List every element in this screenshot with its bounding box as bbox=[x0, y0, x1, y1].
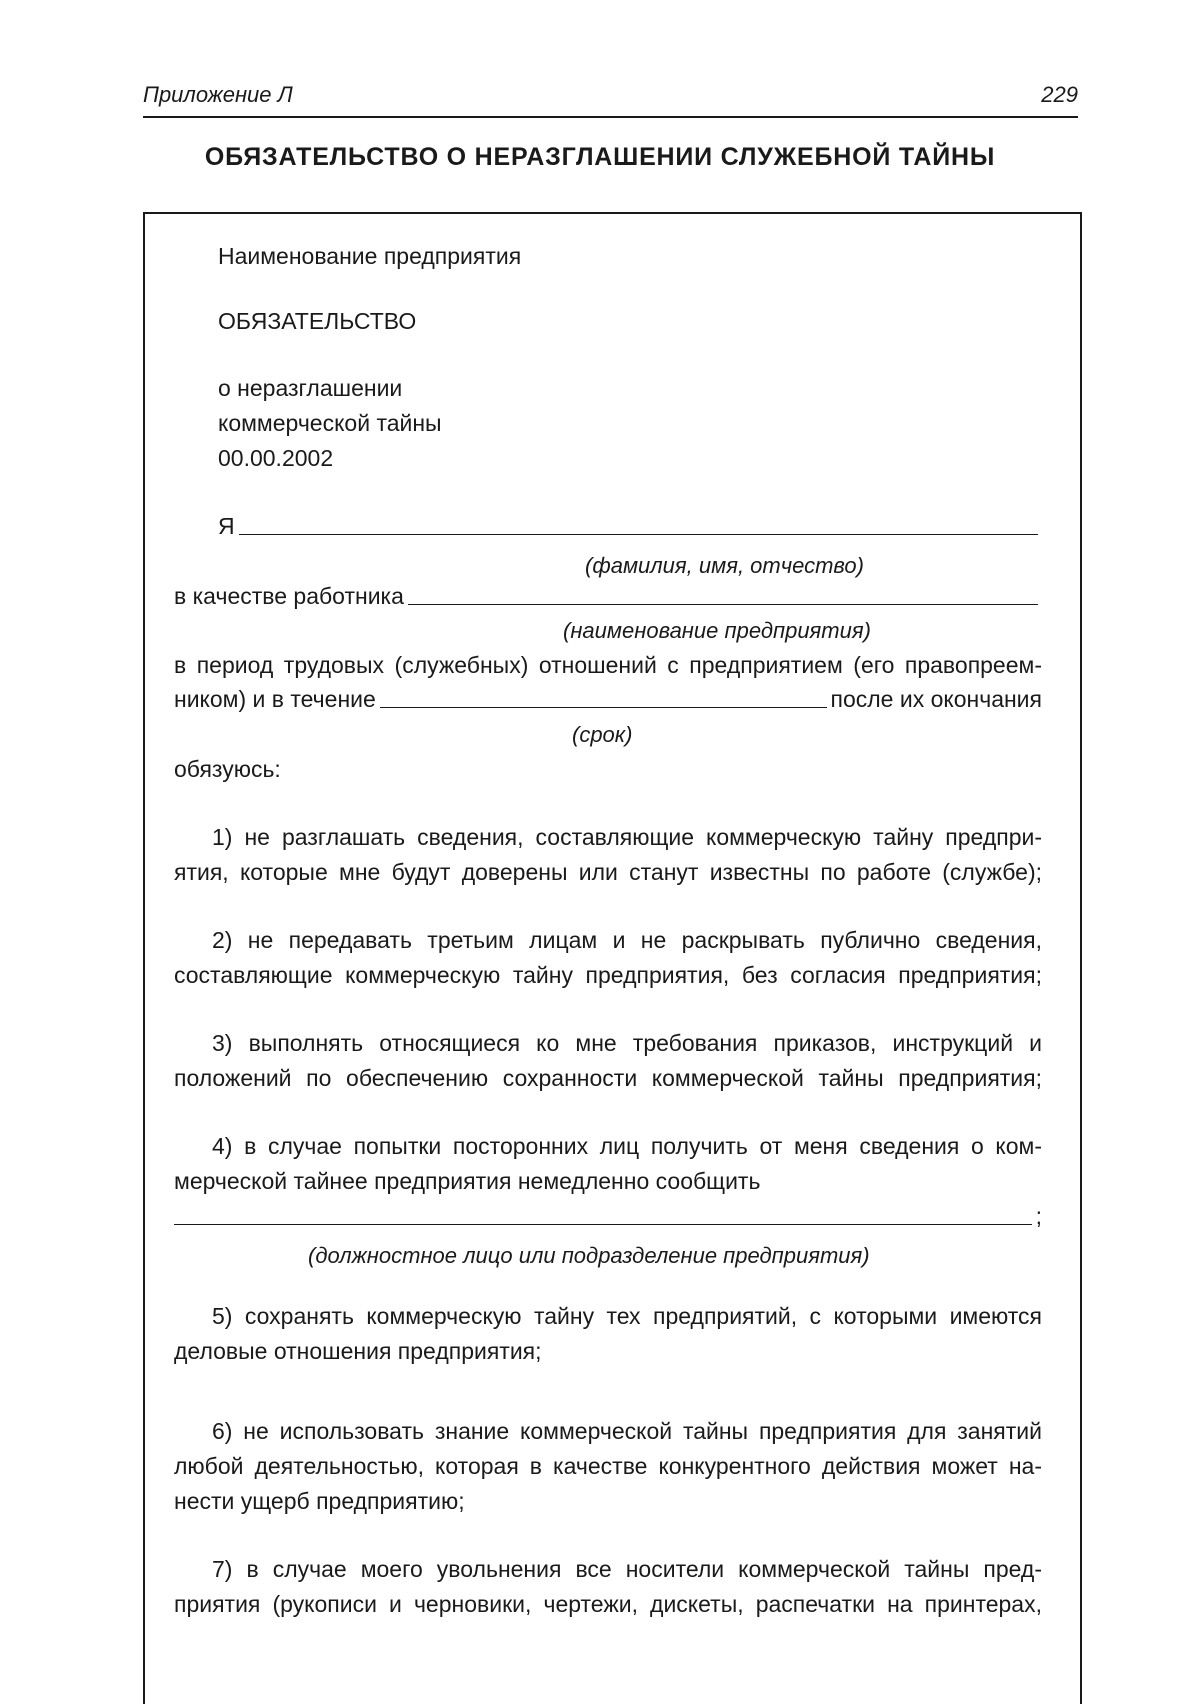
fio-row bbox=[218, 513, 1042, 540]
item-5-line-1: 5) сохранять коммерческую тайну тех предприятий, с которыми имеются bbox=[212, 1303, 1042, 1329]
item-2-line-2: составляющие коммерческую тайну предприятия, без согласия предприятия; bbox=[174, 962, 1042, 988]
company-name-label: Наименование предприятия bbox=[218, 243, 522, 269]
item-4-line-2: мерческой тайнее предприятия немедленно сообщить bbox=[174, 1168, 761, 1194]
company-blank-line bbox=[408, 604, 1038, 605]
item-6-line-1: 6) не использовать знание коммерческой тайны предприятия для занятий bbox=[212, 1418, 1042, 1444]
item-3-line-1: 3) выполнять относящиеся ко мне требования приказов, инструкций и bbox=[212, 1030, 1042, 1056]
document-subtitle-2: коммерческой тайны bbox=[218, 410, 442, 436]
document-title: ОБЯЗАТЕЛЬСТВО bbox=[218, 308, 417, 334]
official-row bbox=[174, 1203, 1042, 1230]
period-line-2-start: ником) и в течение bbox=[174, 686, 376, 712]
item-1-line-1: 1) не разглашать сведения, составляющие коммерческую тайну предпри- bbox=[212, 824, 1042, 850]
fio-blank-line bbox=[239, 534, 1038, 535]
page-number: 229 bbox=[1041, 82, 1078, 107]
fio-caption: (фамилия, имя, отчество) bbox=[585, 553, 864, 578]
item-1-line-2: ятия, которые мне будут доверены или станут известны по работе (службе); bbox=[174, 859, 1042, 885]
employee-label: в качестве работника bbox=[174, 583, 404, 609]
official-caption: (должностное лицо или подразделение предприятия) bbox=[308, 1243, 870, 1268]
company-caption: (наименование предприятия) bbox=[563, 618, 871, 643]
document-date: 00.00.2002 bbox=[218, 445, 334, 471]
term-blank-line bbox=[380, 707, 827, 708]
item-6-line-2: любой деятельностью, которая в качестве конкурентного действия может на- bbox=[174, 1453, 1042, 1479]
item-5-line-2: деловые отношения предприятия; bbox=[174, 1338, 542, 1364]
item-7-line-1: 7) в случае моего увольнения все носители коммерческой тайны пред- bbox=[212, 1556, 1042, 1582]
item-7-line-2: приятия (рукописи и черновики, чертежи, дискеты, распечатки на принтерах, bbox=[174, 1591, 1042, 1617]
period-line-2-end: после их окончания bbox=[830, 686, 1042, 712]
employee-row bbox=[174, 583, 1042, 610]
pledge-label: обязуюсь: bbox=[174, 756, 281, 782]
term-caption: (срок) bbox=[572, 722, 633, 747]
item-2-line-1: 2) не передавать третьим лицам и не раскрывать публично сведения, bbox=[212, 927, 1042, 953]
i-label: Я bbox=[218, 513, 235, 539]
item-3-line-2: положений по обеспечению сохранности коммерческой тайны предприятия; bbox=[174, 1065, 1042, 1091]
document-subtitle-1: о неразглашении bbox=[218, 375, 403, 401]
period-row-2 bbox=[174, 686, 1042, 713]
item-6-line-3: нести ущерб предприятию; bbox=[174, 1488, 465, 1514]
page-title: ОБЯЗАТЕЛЬСТВО О НЕРАЗГЛАШЕНИИ СЛУЖЕБНОЙ ТАЙНЫ bbox=[204, 143, 996, 171]
section-header: Приложение Л bbox=[143, 82, 293, 107]
official-blank-line bbox=[174, 1224, 1032, 1225]
item-4-semicolon: ; bbox=[1035, 1203, 1042, 1229]
period-line-1: в период трудовых (служебных) отношений с предприятием (его правопреем- bbox=[174, 652, 1042, 678]
item-4-line-1: 4) в случае попытки посторонних лиц получить от меня сведения о ком- bbox=[212, 1133, 1042, 1159]
header-divider bbox=[143, 116, 1078, 118]
